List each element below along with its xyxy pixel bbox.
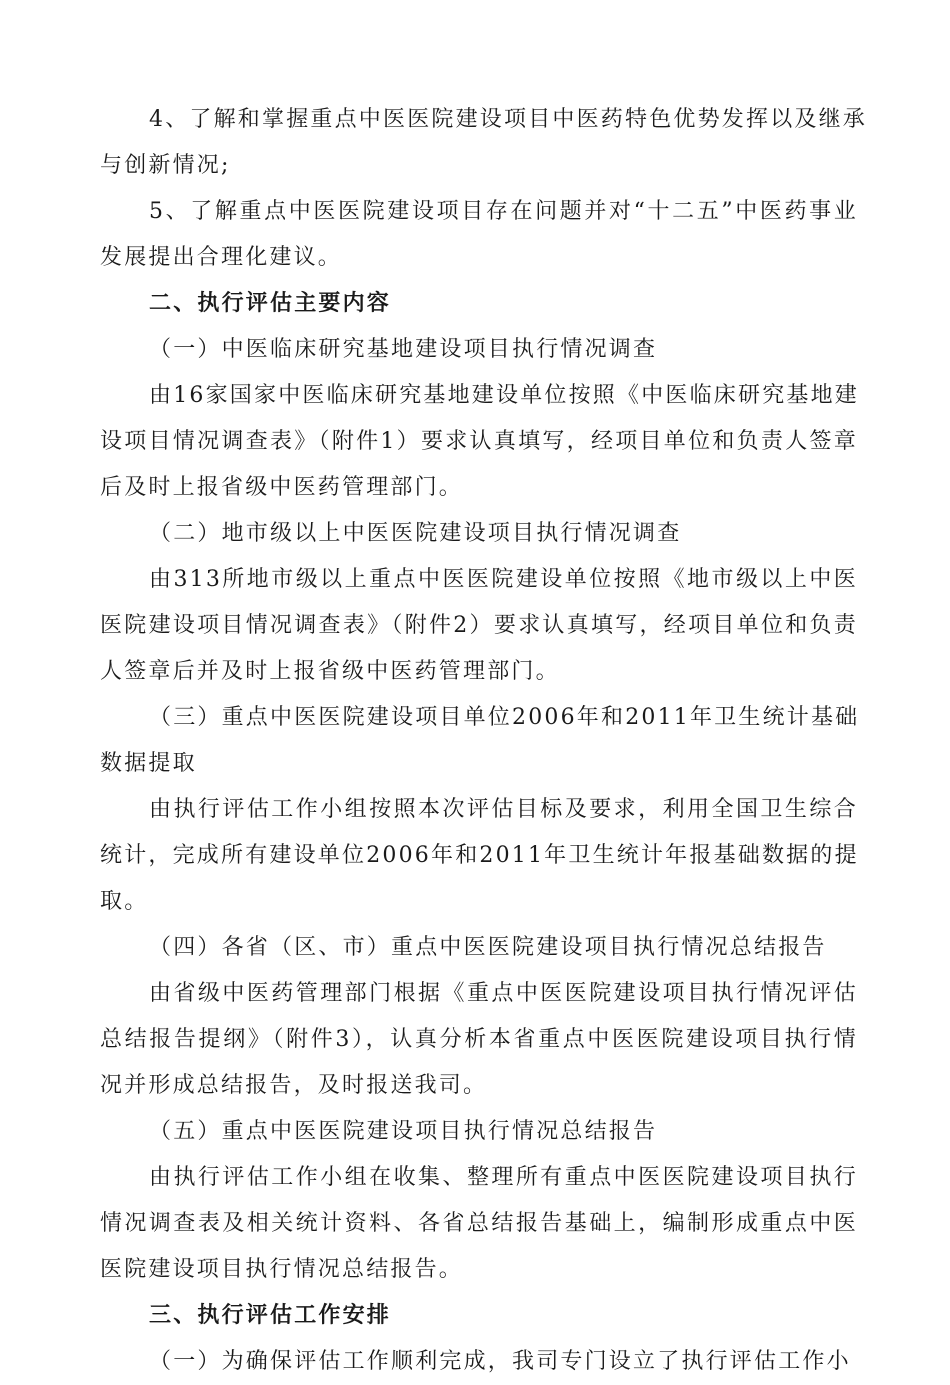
paragraph: [100, 373, 858, 511]
subsection-title: [100, 327, 858, 373]
text-line: 况并形成总结报告，及时报送我司。: [100, 1073, 488, 1098]
text-line: 数据提取: [100, 751, 197, 776]
text-line: 由省级中医药管理部门根据《重点中医医院建设项目执行情况评估: [149, 981, 858, 1006]
text-line: （四）各省（区、市）重点中医医院建设项目执行情况总结报告: [149, 935, 827, 960]
paragraph: [100, 1155, 858, 1293]
paragraph: [100, 97, 867, 189]
text-line: 情况调查表及相关统计资料、各省总结报告基础上，编制形成重点中医: [100, 1211, 858, 1236]
text-line: 5、了解重点中医医院建设项目存在问题并对“十二五”中医药事业: [149, 199, 858, 224]
text-line: 二、执行评估主要内容: [149, 291, 392, 316]
paragraph: [100, 971, 858, 1109]
paragraph: [100, 787, 858, 925]
text-line: 由16家国家中医临床研究基地建设单位按照《中医临床研究基地建: [149, 383, 859, 408]
subsection-title: [100, 925, 858, 971]
text-line: 发展提出合理化建议。: [100, 245, 343, 270]
subsection-title: [100, 695, 858, 787]
paragraph: [100, 557, 858, 695]
text-line: 医院建设项目情况调查表》（附件2）要求认真填写，经项目单位和负责: [100, 613, 858, 638]
text-line: 由执行评估工作小组在收集、整理所有重点中医医院建设项目执行: [149, 1165, 858, 1190]
section-heading: [100, 1293, 858, 1339]
text-line: 由313所地市级以上重点中医医院建设单位按照《地市级以上中医: [149, 567, 858, 592]
text-line: 统计，完成所有建设单位2006年和2011年卫生统计年报基础数据的提: [100, 843, 859, 868]
text-line: 总结报告提纲》（附件3），认真分析本省重点中医医院建设项目执行情: [100, 1027, 858, 1052]
text-line: 医院建设项目执行情况总结报告。: [100, 1257, 464, 1282]
text-line: （一）中医临床研究基地建设项目执行情况调查: [149, 337, 658, 362]
document-body: [100, 97, 867, 1385]
subsection-title: [100, 1339, 858, 1385]
text-line: （二）地市级以上中医医院建设项目执行情况调查: [149, 521, 682, 546]
text-line: 取。: [100, 889, 149, 914]
text-line: （三）重点中医医院建设项目单位2006年和2011年卫生统计基础: [149, 705, 860, 730]
text-line: 人签章后并及时上报省级中医药管理部门。: [100, 659, 560, 684]
text-line: 设项目情况调查表》（附件1）要求认真填写，经项目单位和负责人签章: [100, 429, 858, 454]
section-heading: [100, 281, 858, 327]
text-line: （一）为确保评估工作顺利完成，我司专门设立了执行评估工作小: [149, 1349, 851, 1374]
text-line: 三、执行评估工作安排: [149, 1303, 392, 1328]
text-line: 后及时上报省级中医药管理部门。: [100, 475, 464, 500]
text-line: 由执行评估工作小组按照本次评估目标及要求，利用全国卫生综合: [149, 797, 858, 822]
text-line: 4、了解和掌握重点中医医院建设项目中医药特色优势发挥以及继承: [149, 107, 867, 132]
subsection-title: [100, 1109, 858, 1155]
text-line: （五）重点中医医院建设项目执行情况总结报告: [149, 1119, 658, 1144]
text-line: 与创新情况;: [100, 153, 231, 178]
subsection-title: [100, 511, 858, 557]
paragraph: [100, 189, 858, 281]
